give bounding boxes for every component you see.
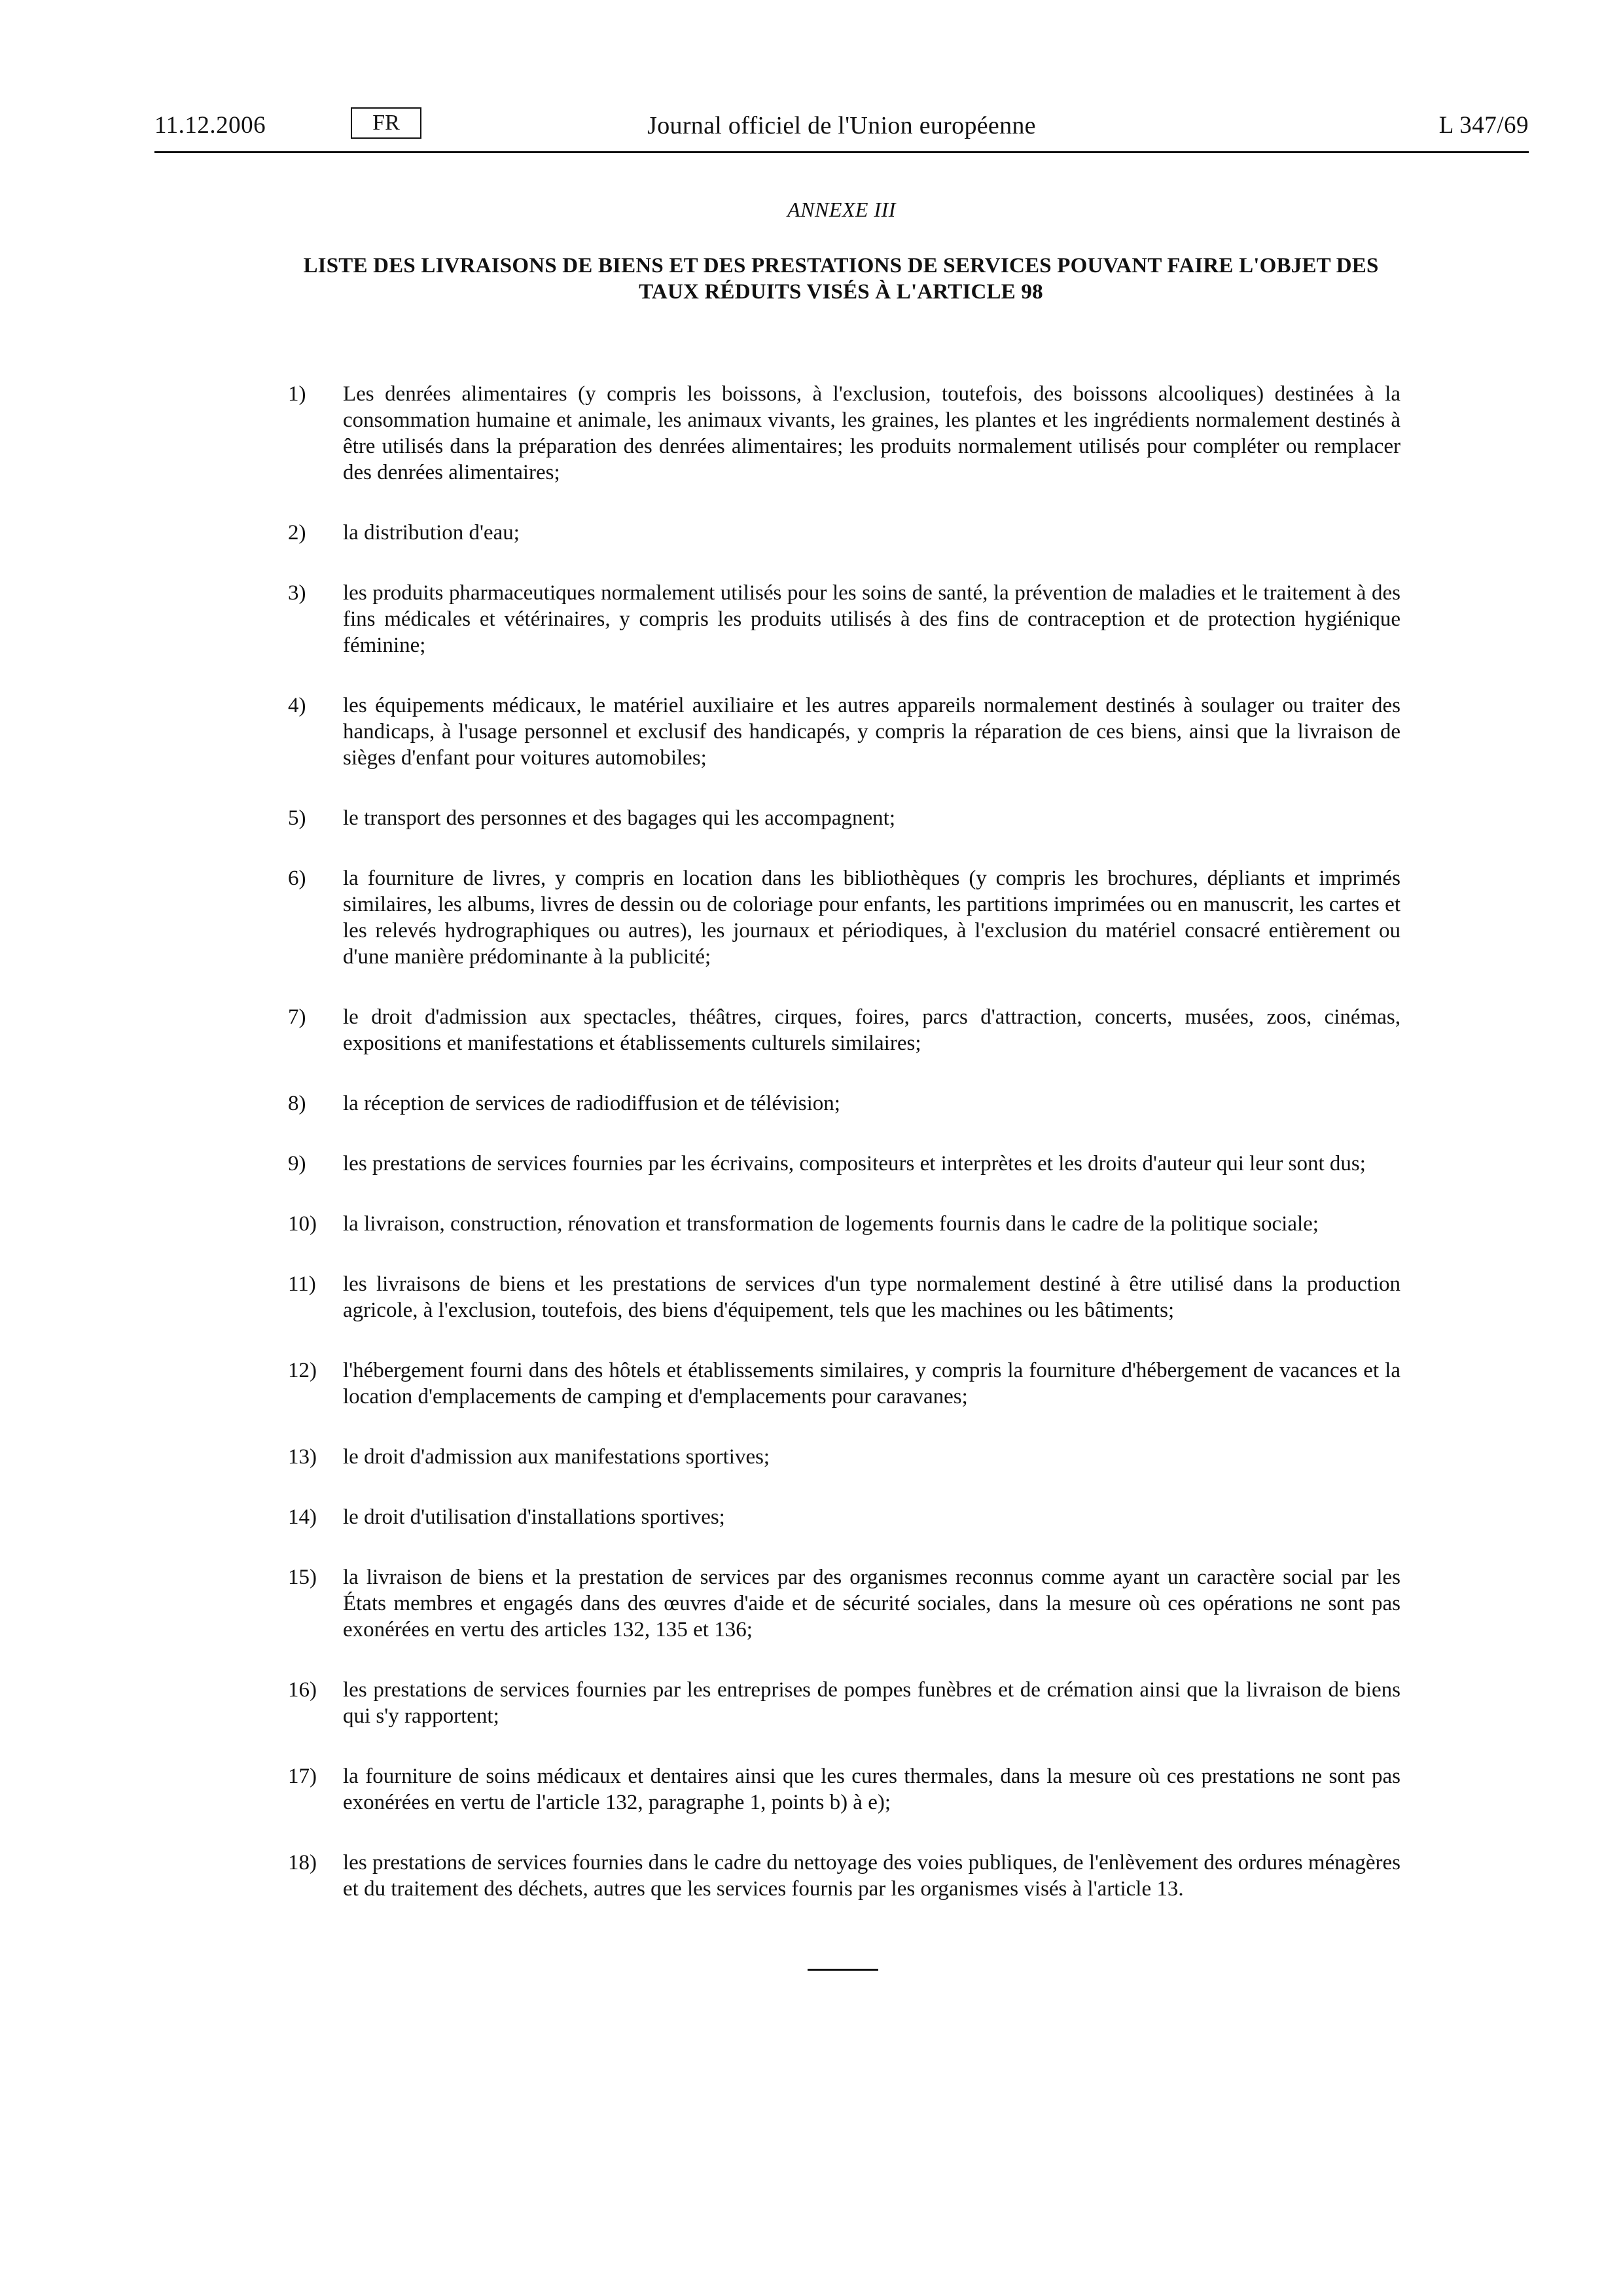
item-number: 8) <box>288 1092 306 1115</box>
item-text: le droit d'admission aux spectacles, théâtres, cirques, foires, parcs d'attraction, concerts, musées, zoos, cinémas, expositions et manifestations et établissements culturels similaires; <box>343 1005 1400 1055</box>
item-number: 11) <box>288 1272 316 1296</box>
item-text: les prestations de services fournies dans le cadre du nettoyage des voies publiques, de l'enlèvement des ordures ménagères et du traitement des déchets, autres que les services fournis par les organismes visés à l'article 13. <box>343 1851 1400 1901</box>
annex-title: LISTE DES LIVRAISONS DE BIENS ET DES PRESTATIONS DE SERVICES POUVANT FAIRE L'OBJET DES TAUX RÉDUITS VISÉS À L'ARTICLE 98 <box>303 254 1379 304</box>
item-text: l'hébergement fourni dans des hôtels et établissements similaires, y compris la fourniture d'hébergement de vacances et la location d'emplacements de camping et d'emplacements pour caravanes; <box>343 1359 1400 1408</box>
list-item <box>288 1564 1400 1643</box>
list-item <box>288 805 1400 831</box>
header-divider <box>154 151 1529 153</box>
list-item <box>288 1504 1400 1530</box>
item-text: les livraisons de biens et les prestations de services d'un type normalement destiné à être utilisé dans la production agricole, à l'exclusion, toutefois, des biens d'équipement, tels que les machines ou les bâtiments; <box>343 1272 1400 1322</box>
list-item <box>288 520 1400 546</box>
item-number: 6) <box>288 867 306 890</box>
publication-date: 11.12.2006 <box>154 112 266 139</box>
item-text: le droit d'utilisation d'installations sportives; <box>343 1505 725 1529</box>
item-text: le droit d'admission aux manifestations sportives; <box>343 1445 770 1469</box>
item-number: 3) <box>288 581 306 605</box>
list-item <box>288 1090 1400 1117</box>
item-number: 2) <box>288 521 306 545</box>
list-item <box>288 1444 1400 1470</box>
item-number: 13) <box>288 1445 317 1469</box>
item-text: le transport des personnes et des bagages qui les accompagnent; <box>343 806 895 830</box>
end-separator <box>808 1969 878 1971</box>
item-text: les équipements médicaux, le matériel auxiliaire et les autres appareils normalement destinés à soulager ou traiter des handicaps, à l'usage personnel et exclusif des handicapés, y compris la réparation de ces biens, ainsi que la livraison de sièges d'enfant pour voitures automobiles; <box>343 694 1400 770</box>
item-number: 17) <box>288 1765 317 1788</box>
item-text: la livraison, construction, rénovation et transformation de logements fournis dans le cadre de la politique sociale; <box>343 1212 1319 1236</box>
item-text: la livraison de biens et la prestation de services par des organismes reconnus comme ayant un caractère social par les États membres et engagés dans des œuvres d'aide et de sécurité sociales, dans la mesure où ces opérations ne sont pas exonérées en vertu des articles 132, 135 et 136; <box>343 1566 1400 1641</box>
list-item <box>288 1271 1400 1323</box>
item-number: 7) <box>288 1005 306 1029</box>
list-item <box>288 1211 1400 1237</box>
item-text: les produits pharmaceutiques normalement utilisés pour les soins de santé, la prévention de maladies et le traitement à des fins médicales et vétérinaires, y compris les produits utilisés à des fins de contraception et de protection hygiénique féminine; <box>343 581 1400 657</box>
item-text: la fourniture de livres, y compris en location dans les bibliothèques (y compris les brochures, dépliants et imprimés similaires, les albums, livres de dessin ou de coloriage pour enfants, les partitions imprimées ou en manuscrit, les cartes et les relevés hydrographiques ou autres), les journaux et périodiques, à l'exclusion du matériel consacré entièrement ou d'une manière prédominante à la publicité; <box>343 867 1400 969</box>
list-item <box>288 1850 1400 1902</box>
page-reference: L 347/69 <box>1438 112 1529 139</box>
list-item <box>288 381 1400 486</box>
list-item <box>288 1004 1400 1056</box>
list-item <box>288 580 1400 658</box>
list-item <box>288 1677 1400 1729</box>
item-text: la fourniture de soins médicaux et dentaires ainsi que les cures thermales, dans la mesure où ces prestations ne sont pas exonérées en vertu de l'article 132, paragraphe 1, points b) à e); <box>343 1765 1400 1814</box>
journal-title: Journal officiel de l'Union européenne <box>647 112 1036 139</box>
item-number: 12) <box>288 1359 317 1382</box>
items-list <box>288 381 1400 1936</box>
item-number: 9) <box>288 1152 306 1175</box>
item-text: la distribution d'eau; <box>343 521 520 545</box>
item-number: 14) <box>288 1505 317 1529</box>
item-text: Les denrées alimentaires (y compris les boissons, à l'exclusion, toutefois, des boissons alcooliques) destinées à la consommation humaine et animale, les animaux vivants, les graines, les plantes et les ingrédients normalement destinés à être utilisés dans la préparation des denrées alimentaires; les produits normalement utilisés pour compléter ou remplacer des denrées alimentaires; <box>343 382 1400 484</box>
item-number: 16) <box>288 1678 317 1702</box>
item-number: 10) <box>288 1212 317 1236</box>
list-item <box>288 1763 1400 1816</box>
item-text: la réception de services de radiodiffusion et de télévision; <box>343 1092 840 1115</box>
item-number: 5) <box>288 806 306 830</box>
item-number: 18) <box>288 1851 317 1874</box>
list-item <box>288 692 1400 771</box>
item-number: 15) <box>288 1566 317 1589</box>
list-item <box>288 1357 1400 1410</box>
item-text: les prestations de services fournies par les écrivains, compositeurs et interprètes et les droits d'auteur qui leur sont dus; <box>343 1152 1366 1175</box>
language-badge: FR <box>351 107 421 139</box>
annex-label: ANNEXE III <box>787 198 896 221</box>
list-item <box>288 865 1400 970</box>
item-number: 1) <box>288 382 306 406</box>
item-number: 4) <box>288 694 306 717</box>
page-header <box>154 105 1529 154</box>
item-text: les prestations de services fournies par les entreprises de pompes funèbres et de crémation ainsi que la livraison de biens qui s'y rapportent; <box>343 1678 1400 1728</box>
list-item <box>288 1151 1400 1177</box>
